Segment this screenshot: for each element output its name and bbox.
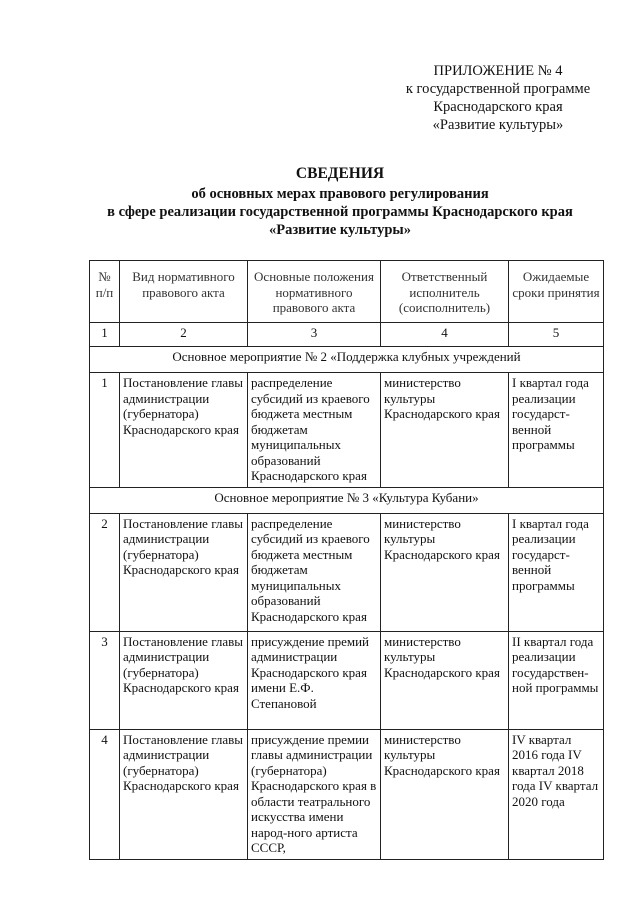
appendix-caption <box>388 62 608 134</box>
term: IV квартал 2016 года IV квартал 2018 года IV квартал 2020 года <box>509 729 604 859</box>
header-cell: Основные положения нормативного правового акта <box>248 261 381 323</box>
row-number: 1 <box>90 373 120 488</box>
act-type: Постановление главы администрации (губернатора) Краснодарского края <box>120 729 248 859</box>
column-number: 4 <box>381 323 509 347</box>
column-number: 1 <box>90 323 120 347</box>
row-number: 4 <box>90 729 120 859</box>
column-number: 2 <box>120 323 248 347</box>
header-cell: Ожидаемые сроки принятия <box>509 261 604 323</box>
header-cell: № п/п <box>90 261 120 323</box>
act-type: Постановление главы администрации (губернатора) Краснодарского края <box>120 373 248 488</box>
provisions: распределение субсидий из краевого бюджета местным бюджетам муниципальных образований Краснодарского края <box>248 373 381 488</box>
provisions: присуждение премии главы администрации (губернатора) Краснодарского края в области театрального искусства имени народ-ного артиста СССР, <box>248 729 381 859</box>
heading-line: об основных мерах правового регулирования <box>191 186 489 202</box>
table-row <box>90 729 604 859</box>
executor: министерство культуры Краснодарского края <box>381 513 509 631</box>
executor: министерство культуры Краснодарского края <box>381 373 509 488</box>
document-heading <box>60 165 620 239</box>
act-type: Постановление главы администрации (губернатора) Краснодарского края <box>120 631 248 729</box>
row-number: 2 <box>90 513 120 631</box>
appendix-number: ПРИЛОЖЕНИЕ № 4 <box>433 63 563 79</box>
table-row <box>90 631 604 729</box>
header-cell: Ответственный исполнитель (соисполнитель) <box>381 261 509 323</box>
table-row <box>90 513 604 631</box>
section-row: Основное мероприятие № 3 «Культура Кубани» <box>90 487 604 513</box>
section-row: Основное мероприятие № 2 «Поддержка клубных учреждений <box>90 347 604 373</box>
term: II квартал года реализации государствен-ной программы <box>509 631 604 729</box>
provisions: распределение субсидий из краевого бюджета местным бюджетам муниципальных образований Краснодарского края <box>248 513 381 631</box>
term: I квартал года реализации государст-венной программы <box>509 513 604 631</box>
column-number: 5 <box>509 323 604 347</box>
heading-line: в сфере реализации государственной программы Краснодарского края <box>107 204 573 220</box>
column-number: 3 <box>248 323 381 347</box>
measures-table <box>89 260 604 860</box>
header-cell: Вид нормативного правового акта <box>120 261 248 323</box>
appendix-line: «Развитие культуры» <box>432 117 564 133</box>
heading-line: «Развитие культуры» <box>268 222 411 238</box>
term: I квартал года реализации государст-венной программы <box>509 373 604 488</box>
executor: министерство культуры Краснодарского края <box>381 729 509 859</box>
executor: министерство культуры Краснодарского края <box>381 631 509 729</box>
act-type: Постановление главы администрации (губернатора) Краснодарского края <box>120 513 248 631</box>
appendix-line: Краснодарского края <box>433 99 563 115</box>
appendix-line: к государственной программе <box>405 81 591 97</box>
table-row <box>90 373 604 488</box>
document-title: СВЕДЕНИЯ <box>295 165 385 182</box>
row-number: 3 <box>90 631 120 729</box>
provisions: присуждение премий администрации Краснодарского края имени Е.Ф. Степановой <box>248 631 381 729</box>
